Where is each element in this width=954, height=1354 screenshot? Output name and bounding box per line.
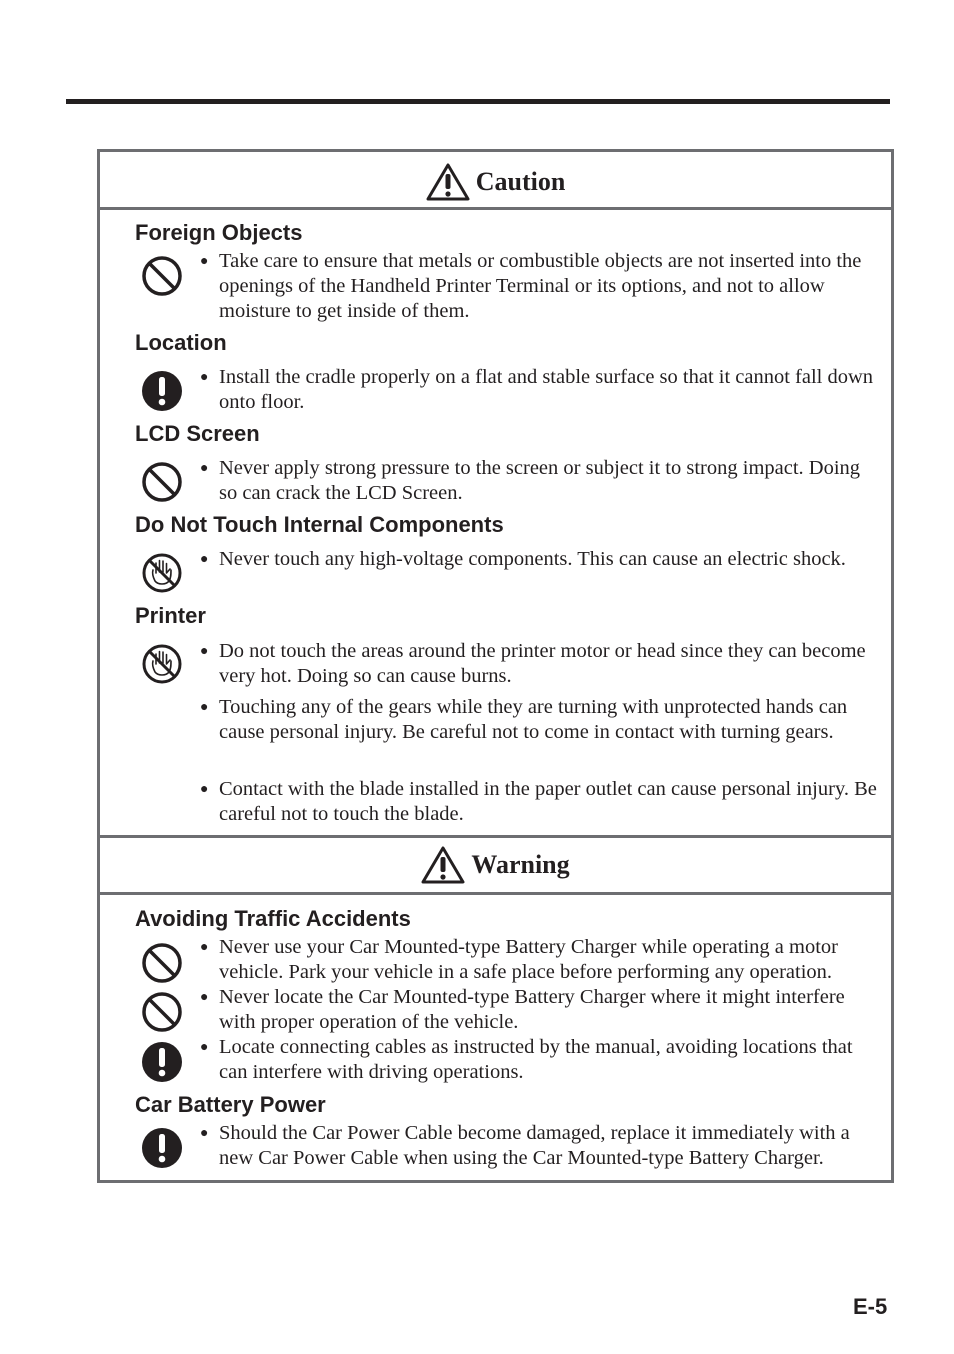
do-not-touch-icon [140, 642, 184, 686]
bullet: ● [200, 552, 209, 567]
bullet: ● [200, 1040, 209, 1055]
page-number: E-5 [853, 1294, 888, 1319]
prohibition-icon [140, 941, 184, 985]
do-not-touch-icon [140, 551, 184, 595]
item-text: Never apply strong pressure to the screen or subject it to strong impact. Doing so can crack the LCD Screen. [219, 457, 861, 504]
list-item [200, 1121, 880, 1171]
list-item [200, 935, 880, 985]
bullet: ● [200, 254, 209, 269]
section-title: Printer [135, 603, 206, 628]
caution-header [100, 160, 891, 204]
bullet: ● [200, 700, 209, 715]
top-rule [66, 99, 890, 104]
item-text: Never touch any high-voltage components. This can cause an electric shock. [219, 548, 846, 570]
list-item [200, 456, 880, 506]
item-text: Install the cradle properly on a flat and stable surface so that it cannot fall down onto floor. [219, 366, 874, 413]
item-text: Never use your Car Mounted-type Battery Charger while operating a motor vehicle. Park your vehicle in a safe place before performing any operation. [219, 936, 838, 983]
list-item [200, 985, 880, 1035]
bullet: ● [200, 370, 209, 385]
divider [100, 835, 891, 838]
item-text: Do not touch the areas around the printer motor or head since they can become very hot. Doing so can cause burns. [219, 640, 866, 687]
section-title: Avoiding Traffic Accidents [135, 906, 411, 931]
section-title: Location [135, 330, 227, 355]
list-item [200, 777, 880, 827]
warning-title: Warning [471, 850, 570, 879]
item-text: Never locate the Car Mounted-type Battery Charger where it might interfere with proper operation of the vehicle. [219, 986, 845, 1033]
prohibition-icon [140, 460, 184, 504]
warning-triangle-icon [426, 163, 470, 201]
safety-box [97, 149, 894, 1183]
item-text: Take care to ensure that metals or combustible objects are not inserted into the openings of the Handheld Printer Terminal or its options, and not to allow moisture to get inside of them. [219, 250, 862, 322]
section-title: Car Battery Power [135, 1092, 326, 1117]
list-item [200, 1035, 880, 1085]
bullet: ● [200, 644, 209, 659]
bullet: ● [200, 940, 209, 955]
item-text: Should the Car Power Cable become damaged, replace it immediately with a new Car Power Cable when using the Car Mounted-type Battery Charger. [219, 1122, 850, 1169]
exclamation-icon [140, 1040, 184, 1084]
exclamation-icon [140, 369, 184, 413]
list-item [200, 365, 880, 415]
item-text: Touching any of the gears while they are turning with unprotected hands can cause personal injury. Be careful not to come in contact with turning gears. [219, 696, 848, 743]
list-item [200, 249, 880, 324]
section-title: LCD Screen [135, 421, 260, 446]
prohibition-icon [140, 990, 184, 1034]
list-item [200, 695, 880, 745]
section-title: Foreign Objects [135, 220, 303, 245]
item-text: Locate connecting cables as instructed by the manual, avoiding locations that can interfere with driving operations. [219, 1036, 853, 1083]
item-text: Contact with the blade installed in the paper outlet can cause personal injury. Be careful not to touch the blade. [219, 778, 877, 825]
warning-header [100, 843, 891, 887]
list-item [200, 639, 880, 689]
bullet: ● [200, 461, 209, 476]
prohibition-icon [140, 254, 184, 298]
bullet: ● [200, 990, 209, 1005]
exclamation-icon [140, 1126, 184, 1170]
list-item [200, 547, 880, 572]
bullet: ● [200, 782, 209, 797]
caution-title: Caution [475, 167, 566, 196]
warning-triangle-icon [421, 846, 465, 884]
section-title: Do Not Touch Internal Components [135, 512, 504, 537]
divider [100, 892, 891, 895]
bullet: ● [200, 1126, 209, 1141]
divider [100, 207, 891, 210]
